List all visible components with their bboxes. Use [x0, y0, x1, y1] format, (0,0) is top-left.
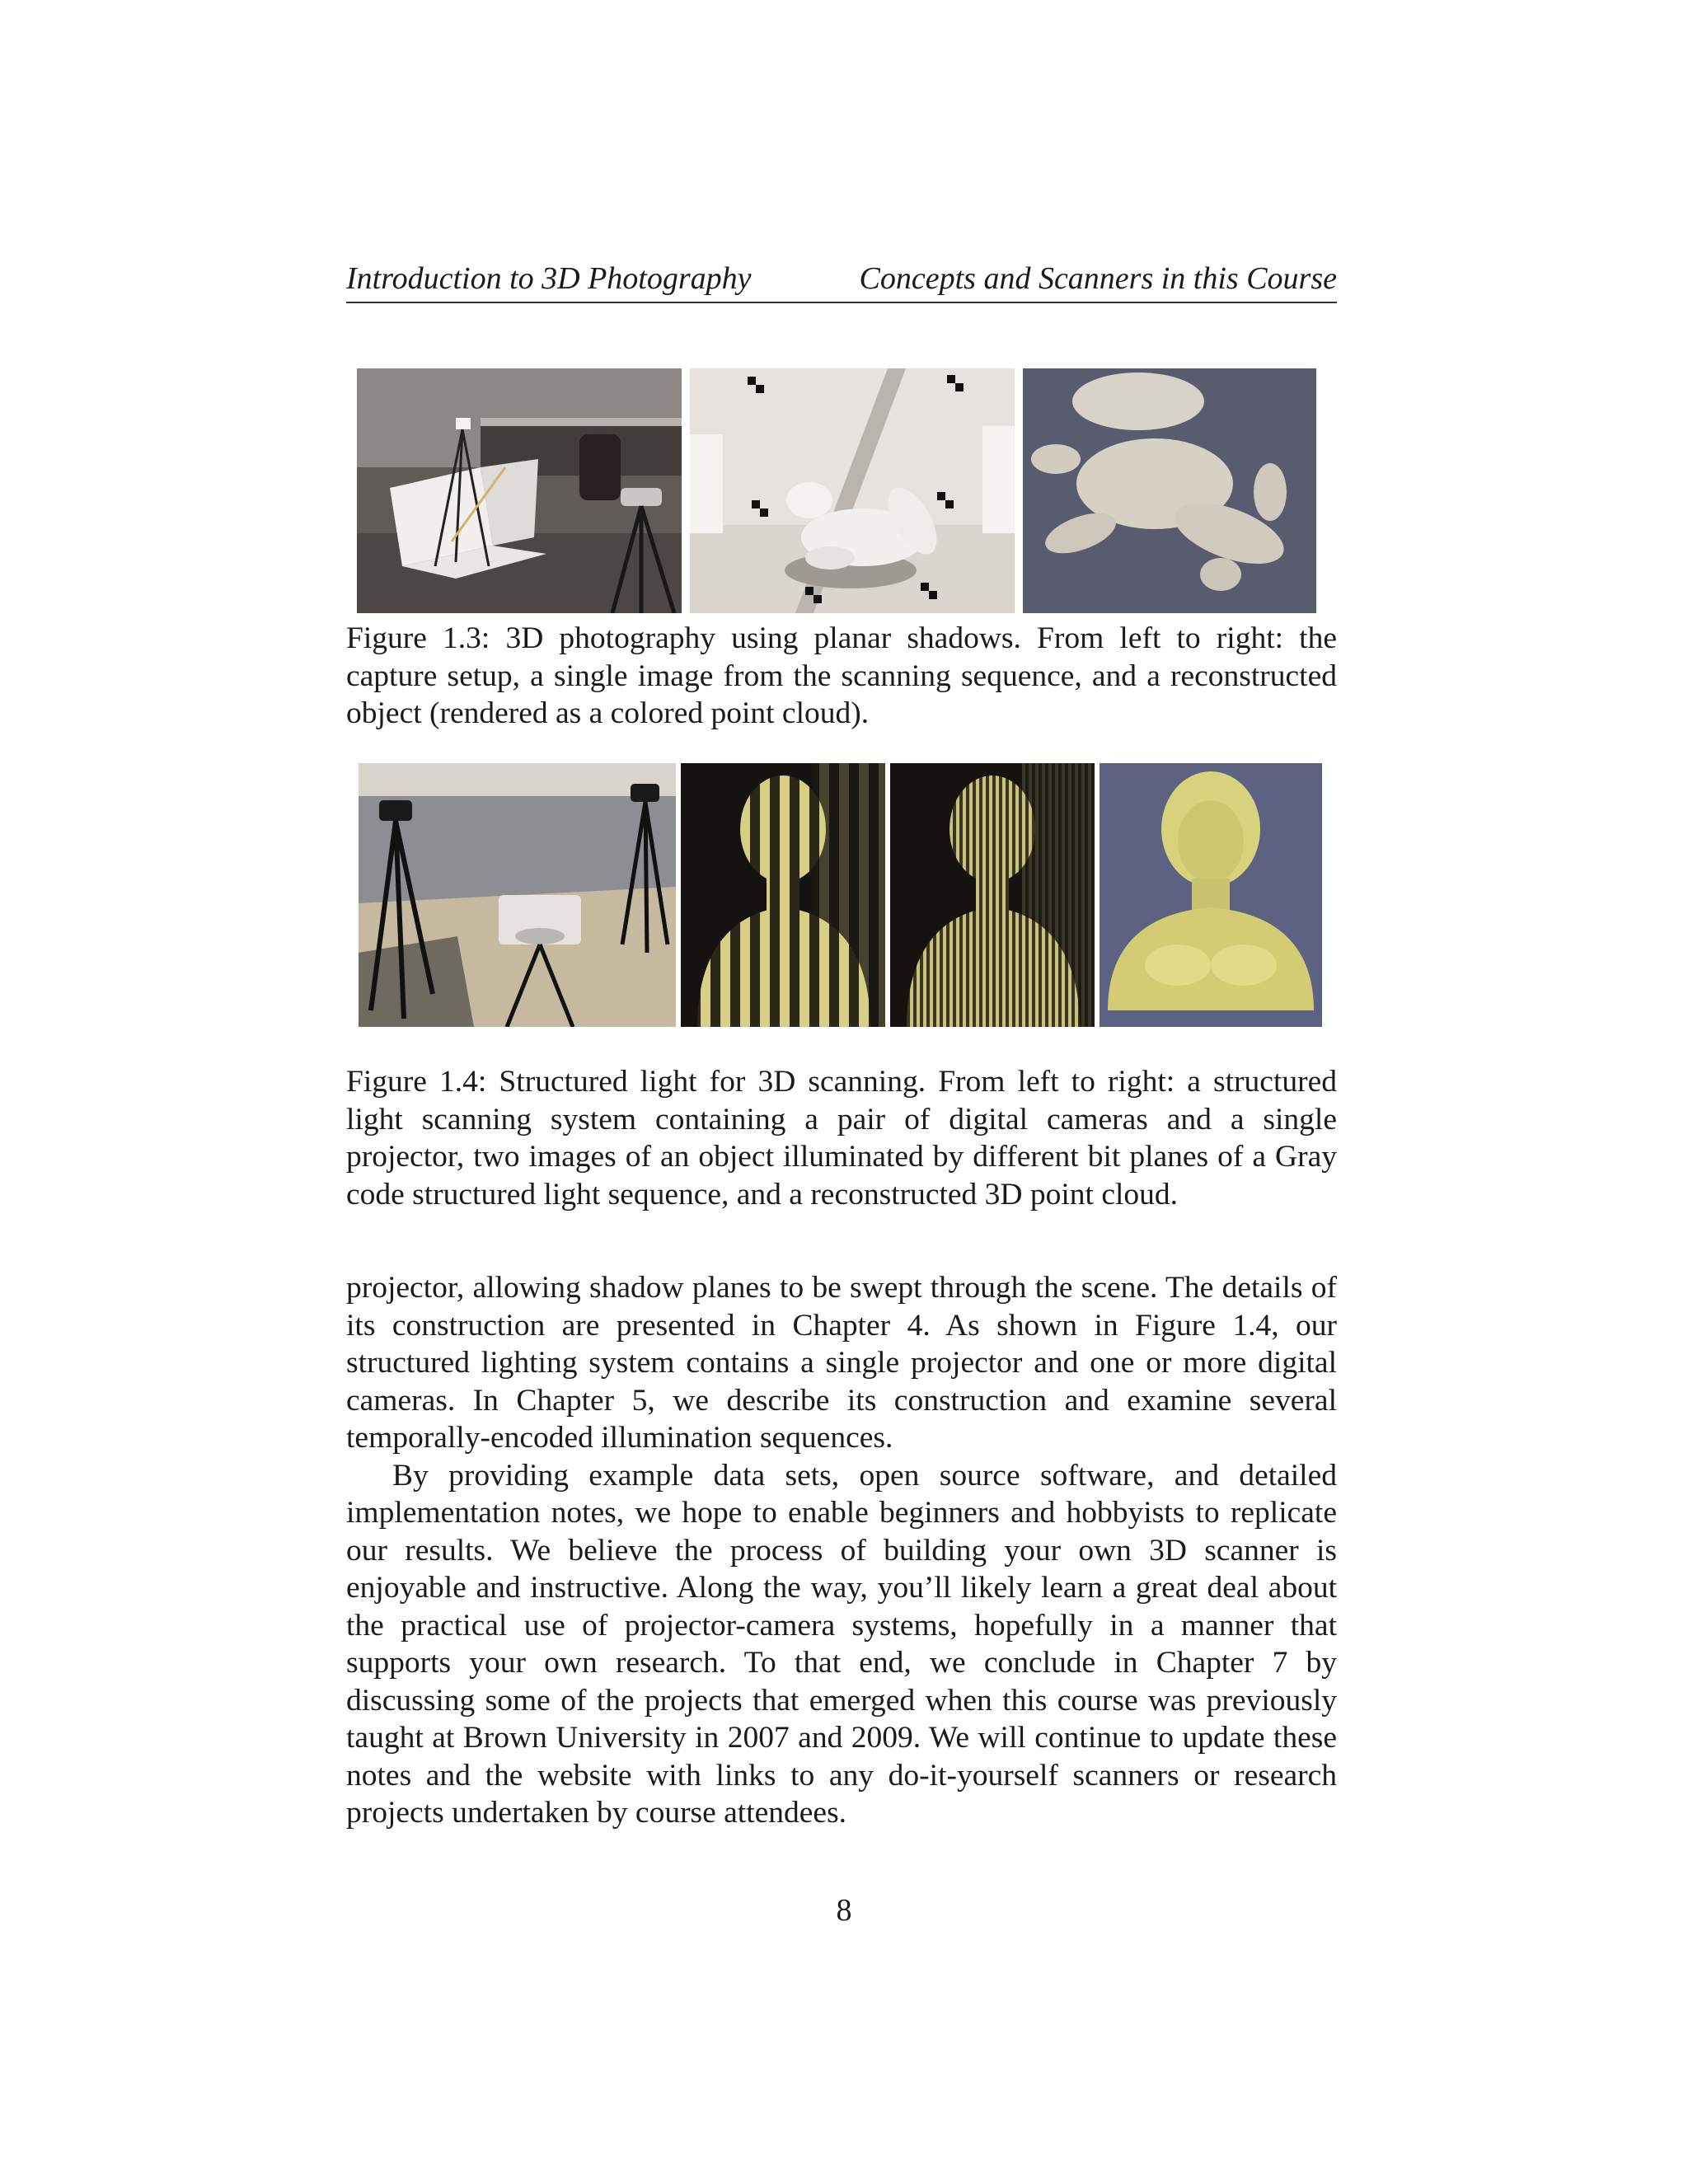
frog-point-cloud-render	[1023, 368, 1316, 613]
figure-1-4-caption: Figure 1.4: Structured light for 3D scanning. From left to right: a structured light scanning system containing a pair of digital cameras and a single projector, two images of an object illuminated by different bit planes of a Gray code structured light sequence, and a reconstructed 3D point cloud.	[346, 1065, 1337, 1212]
running-head	[346, 257, 1337, 303]
page-number: 8	[836, 1893, 852, 1928]
bust-coarse-stripes-photo	[681, 763, 885, 1027]
projector-camera-rig-photo	[359, 763, 676, 1027]
figure-1-3-images	[357, 368, 1316, 613]
running-head-left: Introduction to 3D Photography	[346, 261, 752, 296]
body-text	[346, 1269, 1337, 1832]
frog-shadow-scan-photo	[690, 368, 1015, 613]
figure-1-3-caption: Figure 1.3: 3D photography using planar shadows. From left to right: the capture setup, a single image from the scanning sequence, and a reconstructed object (rendered as a colored point cloud).	[346, 621, 1337, 730]
running-head-right: Concepts and Scanners in this Course	[859, 261, 1337, 296]
body-paragraph: projector, allowing shadow planes to be swept through the scene. The details of its construction are presented in Chapter 4. As shown in Figure 1.4, our structured lighting system contains a single projector and one or more digital cameras. In Chapter 5, we describe its construction and examine several temporally-encoded illumination sequences.	[346, 1271, 1337, 1455]
figure-1-4-images	[359, 763, 1322, 1027]
bust-reconstruction-render	[1100, 763, 1322, 1027]
capture-setup-photo	[357, 368, 682, 613]
body-paragraph: By providing example data sets, open source software, and detailed implementation notes, we hope to enable beginners and hobbyists to replicate our results. We believe the process of building your own 3D scanner is enjoyable and instructive. Along the way, you’ll likely learn a great deal about the practical use of projector-camera systems, hopefully in a manner that supports your own research. To that end, we conclude in Chapter 7 by discussing some of the projects that emerged when this course was previously taught at Brown University in 2007 and 2009. We will continue to update these notes and the website with links to any do-it-yourself scanners or research projects undertaken by course attendees.	[346, 1458, 1337, 1830]
bust-fine-stripes-photo	[890, 763, 1095, 1027]
